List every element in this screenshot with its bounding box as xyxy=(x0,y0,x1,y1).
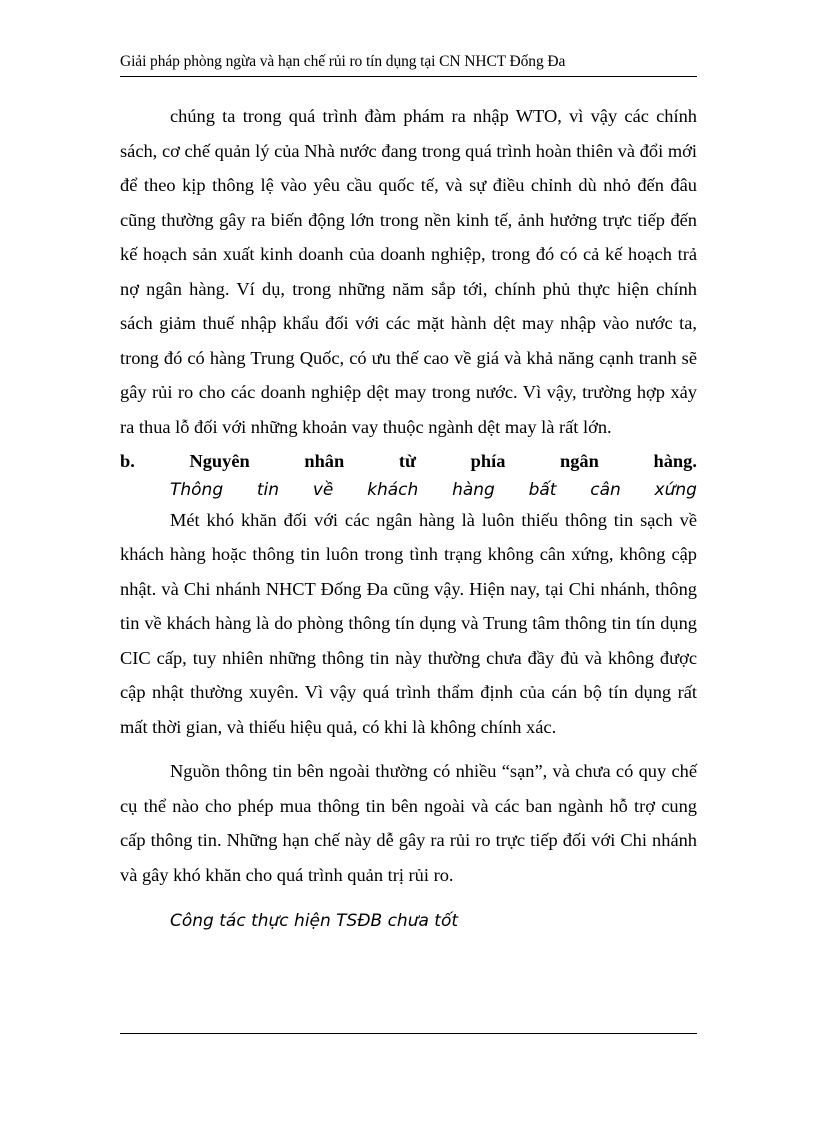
subheading-asymmetric-info xyxy=(170,477,697,503)
section-heading-b xyxy=(120,444,697,479)
heading-word: phía xyxy=(470,451,506,471)
paragraph-external-info: Nguồn thông tin bên ngoài thường có nhiều “sạn”, và chưa có quy chế cụ thể nào cho phép mua thông tin bên ngoài và các ban ngành hỗ trợ cung cấp thông tin. Những hạn chế này dễ gây ra rủi ro trực tiếp đối với Chi nhánh và gây khó khăn cho quá trình quản trị rủi ro. xyxy=(120,761,697,885)
subheading-word: tin xyxy=(256,479,280,500)
running-header xyxy=(120,52,697,77)
paragraph-continuation: chúng ta trong quá trình đàm phám ra nhập WTO, vì vậy các chính sách, cơ chế quản lý của Nhà nước đang trong quá trình hoàn thiên và đổi mới để theo kịp thông lệ vào yêu cầu quốc tế, và sự điều chỉnh dù nhỏ đến đâu cũng thường gây ra biến động lớn trong nền kinh tế, ảnh hưởng trực tiếp đến kế hoạch sản xuất kinh doanh của doanh nghiệp, trong đó có cả kế hoạch trả nợ ngân hàng. Ví dụ, trong những năm sắp tới, chính phủ thực hiện chính sách giảm thuế nhập khẩu đối với các mặt hành dệt may nhập vào nước ta, trong đó có hàng Trung Quốc, có ưu thế cao về giá và khả năng cạnh tranh sẽ gây rủi ro cho các doanh nghiệp dệt may trong nước. Vì vậy, trường hợp xảy ra thua lỗ đối với những khoản vay thuộc ngành dệt may là rất lớn. xyxy=(120,106,697,437)
heading-word: nhân xyxy=(304,451,345,471)
heading-word: Nguyên xyxy=(189,451,250,471)
heading-word: ngân xyxy=(560,451,599,471)
subheading-word: khách xyxy=(367,479,419,500)
subheading-word: bất xyxy=(528,479,557,500)
subheading-word: về xyxy=(312,479,334,500)
heading-word: b. xyxy=(120,451,135,471)
heading-word: hàng. xyxy=(653,451,697,471)
subheading-word: hàng xyxy=(452,479,495,500)
header-title: Giải pháp phòng ngừa và hạn chế rủi ro tín dụng tại CN NHCT Đống Đa xyxy=(120,53,566,70)
document-body xyxy=(120,99,697,938)
heading-word: từ xyxy=(398,451,417,471)
subheading-word: Thông xyxy=(170,479,224,500)
subheading-word: cân xyxy=(590,479,621,500)
subheading-word: xứng xyxy=(654,479,697,500)
footer-divider xyxy=(120,1033,697,1034)
subheading-collateral: Công tác thực hiện TSĐB chưa tốt xyxy=(170,911,459,931)
paragraph-customer-info: Mét khó khăn đối với các ngân hàng là luôn thiếu thông tin sạch về khách hàng hoặc thông tin luôn trong tình trạng không cân xứng, không cập nhật. và Chi nhánh NHCT Đống Đa cũng vậy. Hiện nay, tại Chi nhánh, thông tin về khách hàng là do phòng thông tín dụng và Trung tâm thông tin tín dụng CIC cấp, tuy nhiên những thông tin này thường chưa đầy đủ và không được cập nhật thường xuyên. Vì vậy quá trình thẩm định của cán bộ tín dụng rất mất thời gian, và thiếu hiệu quả, có khi là không chính xác. xyxy=(120,509,697,737)
